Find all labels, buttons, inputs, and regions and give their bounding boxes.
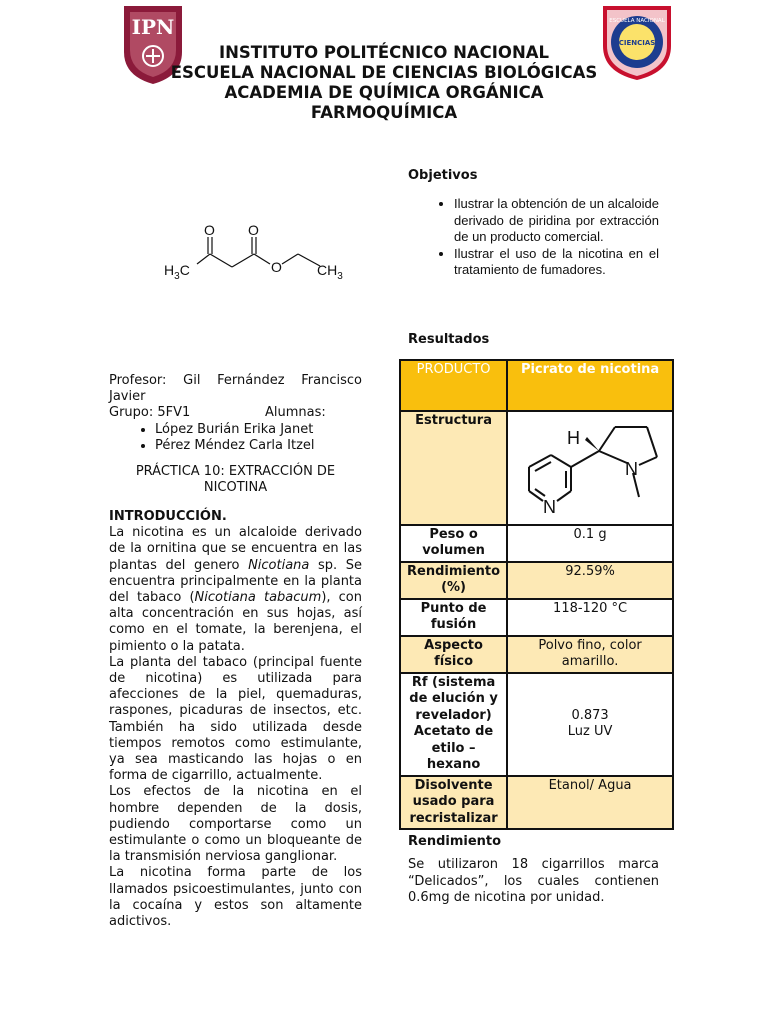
rendimiento-title: Rendimiento (408, 834, 502, 849)
label-punto-fusion: Punto de fusión (400, 599, 507, 636)
alumna-item: • López Burián Erika Janet (155, 422, 362, 439)
svg-text:CH3: $CH_3$ (317, 262, 343, 282)
value-aspecto: Polvo fino, color amarillo. (507, 636, 673, 673)
intro-paragraph-3: Los efectos de la nicotina en el hombre dependen de la dosis, pudiendo comportarse como un estimulante o como un bloqueante de la transmisión nerviosa ganglionar. (109, 784, 362, 865)
table-row (400, 562, 673, 599)
objetivo-item: • Ilustrar el uso de la nicotina en el tratamiento de fumadores. (454, 246, 659, 279)
label-estructura: Estructura (400, 411, 507, 525)
table-row (400, 525, 673, 562)
intro-paragraph-4: La nicotina forma parte de los llamados psicoestimulantes, junto con la cocaína y estos son altamente adictivos. (109, 865, 362, 930)
svg-text:H3C: $H_3C$ (164, 262, 190, 282)
info-section (109, 373, 362, 496)
svg-text:H: H (567, 428, 581, 448)
value-rf-revelador: Luz UV (567, 724, 613, 739)
alumnas-label: Alumnas: (265, 405, 326, 421)
table-row (400, 776, 673, 830)
resultados-title: Resultados (408, 332, 490, 347)
objetivos-section (408, 168, 659, 279)
header-school: ESCUELA NACIONAL DE CIENCIAS BIOLÓGICAS (170, 63, 598, 82)
label-peso: Peso o volumen (400, 525, 507, 562)
introduccion-section (109, 509, 362, 930)
profesor-text: Profesor: Gil Fernández Francisco Javier (109, 373, 362, 405)
header-subject: FARMOQUÍMICA (310, 103, 458, 122)
label-aspecto: Aspecto físico (400, 636, 507, 673)
svg-text:ESCUELA NACIONAL: ESCUELA NACIONAL (609, 18, 665, 24)
value-peso: 0.1 g (507, 525, 673, 562)
rendimiento-section (408, 834, 659, 907)
svg-text:N: N (625, 459, 639, 479)
table-row (400, 673, 673, 776)
label-rendimiento: Rendimiento (%) (400, 562, 507, 599)
label-disolvente: Disolvente usado para recristalizar (400, 776, 507, 830)
value-rf-number: 0.873 (571, 707, 609, 723)
alumnas-list (109, 422, 362, 455)
svg-text:O: O (271, 259, 282, 275)
value-rf (507, 673, 673, 776)
svg-text:IPN: IPN (131, 15, 175, 39)
objetivos-list (408, 196, 659, 279)
table-header-row (400, 360, 673, 411)
practica-title: PRÁCTICA 10: EXTRACCIÓN DE NICOTINA (135, 463, 336, 495)
table-row (400, 411, 673, 525)
nicotine-structure (507, 411, 673, 525)
svg-text:O: O (204, 222, 215, 238)
objetivo-item: • Ilustrar la obtención de un alcaloide derivado de piridina por extracción de un producto comercial. (454, 196, 659, 246)
header-academy: ACADEMIA DE QUÍMICA ORGÁNICA (224, 83, 544, 102)
header-institution: INSTITUTO POLITÉCNICO NACIONAL (218, 43, 550, 62)
table-row (400, 636, 673, 673)
label-rf: Rf (sistema de elución y revelador) Acetato de etilo – hexano (400, 673, 507, 776)
header-picrato: Picrato de nicotina (507, 360, 673, 411)
document-header (110, 43, 658, 123)
value-disolvente: Etanol/ Agua (507, 776, 673, 830)
svg-text:CIENCIAS: CIENCIAS (618, 39, 656, 47)
svg-text:N: N (543, 497, 557, 517)
intro-paragraph-2: La planta del tabaco (principal fuente de nicotina) es utilizada para afecciones de la piel, quemaduras, raspones, picaduras de insectos, etc. También ha sido utilizada desde tiempos remotos como estimulante, ya sea masticando las hojas o en forma de cigarrillo, actualmente. (109, 654, 362, 784)
rendimiento-text: Se utilizaron 18 cigarrillos marca “Delicados”, los cuales contienen 0.6mg de nicotina por unidad. (408, 857, 659, 905)
value-rendimiento: 92.59% (507, 562, 673, 599)
resultados-table (399, 359, 674, 830)
objetivos-title: Objetivos (408, 168, 478, 183)
svg-text:O: O (248, 222, 259, 238)
introduccion-title: INTRODUCCIÓN. (109, 509, 227, 524)
ethyl-acetoacetate-structure (160, 220, 360, 290)
alumna-item: • Pérez Méndez Carla Itzel (155, 438, 362, 455)
value-punto-fusion: 118-120 °C (507, 599, 673, 636)
table-row (400, 599, 673, 636)
header-producto: PRODUCTO (400, 360, 507, 411)
intro-paragraph-1: La nicotina es un alcaloide derivado de la ornitina que se encuentra en las plantas del genero Nicotiana sp. Se encuentra principalmente en la planta del tabaco (Nicotiana tabacum), con alta concentración en sus hojas, así como en el tomate, la berenjena, el pimiento o la patata. (109, 525, 362, 654)
grupo-text: Grupo: 5FV1 (109, 405, 191, 421)
